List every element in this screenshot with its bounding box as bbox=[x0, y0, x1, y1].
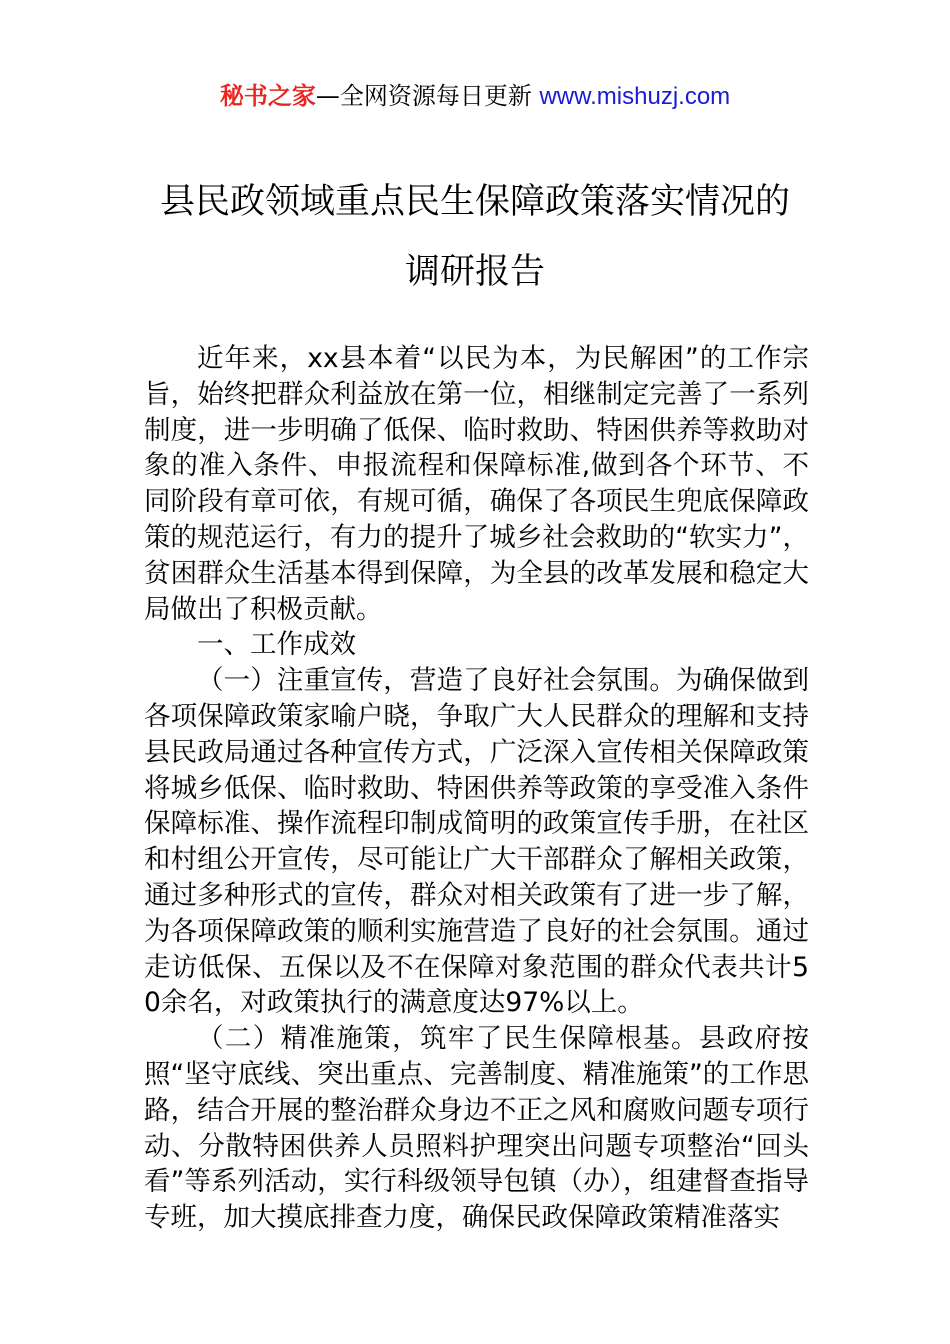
body-paragraph: （二）精准施策，筑牢了民生保障根基。县政府按照“坚守底线、突出重点、完善制度、精准施策”的工作思路，结合开展的整治群众身边不正之风和腐败问题专项行动、分散特困供养人员照料护理突出问题专项整治“回头看”等系列活动，实行科级领导包镇（办），组建督查指导专班，加大摸底排查力度，确保民政保障政策精准落实 bbox=[144, 1023, 809, 1234]
section-heading: 一、工作成效 bbox=[197, 629, 356, 661]
intro-paragraph: 近年来，xx县本着“以民为本，为民解困”的工作宗旨，始终把群众利益放在第一位，相继制定完善了一系列制度，进一步明确了低保、临时救助、特困供养等救助对象的准入条件、申报流程和保障标准,做到各个环节、不同阶段有章可依，有规可循，确保了各项民生兜底保障政策的规范运行，有力的提升了城乡社会救助的“软实力”，贫困群众生活基本得到保障，为全县的改革发展和稳定大局做出了积极贡献。 bbox=[144, 343, 809, 625]
body-paragraph: （一）注重宣传，营造了良好社会氛围。为确保做到各项保障政策家喻户晓，争取广大人民群众的理解和支持县民政局通过各种宣传方式，广泛深入宣传相关保障政策将城乡低保、临时救助、特困供养等政策的享受准入条件保障标准、操作流程印制成简明的政策宣传手册，在社区和村组公开宣传，尽可能让广大干部群众了解相关政策，通过多种形式的宣传，群众对相关政策有了进一步了解，为各项保障政策的顺利实施营造了良好的社会氛围。通过走访低保、五保以及不在保障对象范围的群众代表共计50余名，对政策执行的满意度达97%以上。 bbox=[144, 665, 809, 1019]
document-title-line-1: 县民政领域重点民生保障政策落实情况的 bbox=[159, 182, 790, 222]
site-brand: 秘书之家 bbox=[219, 82, 316, 110]
site-url-link[interactable]: www.mishuzj.com bbox=[539, 83, 731, 110]
document-title-line-2: 调研报告 bbox=[404, 252, 545, 292]
site-tagline: —全网资源每日更新 bbox=[315, 82, 540, 110]
site-header bbox=[0, 78, 950, 115]
document-body bbox=[144, 341, 809, 1236]
